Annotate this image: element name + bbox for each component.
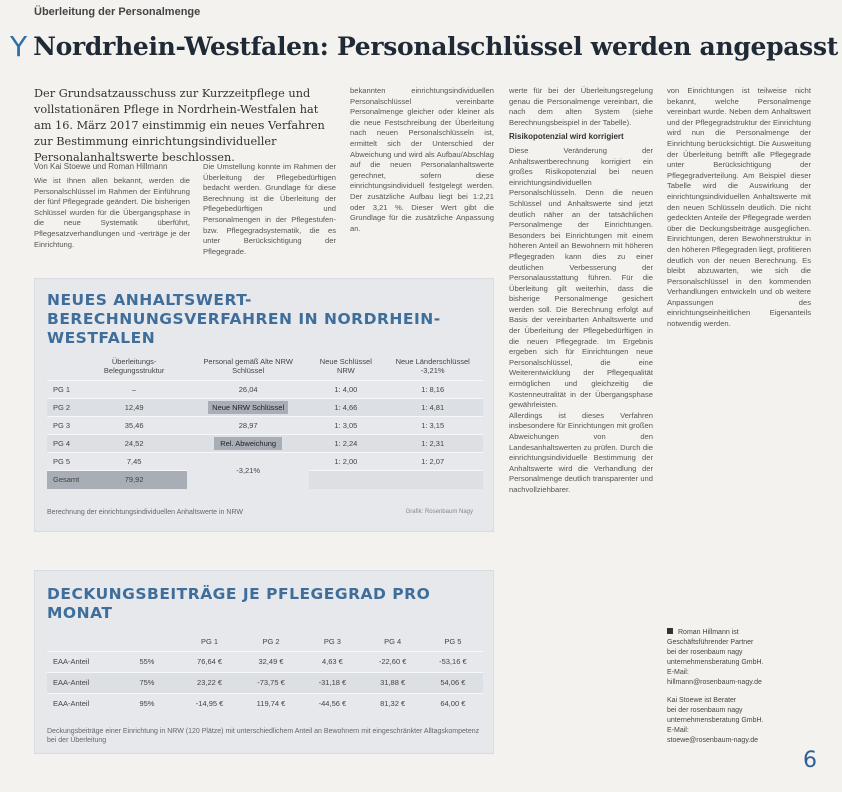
table-row: EAA-Anteil 75% 23,22 € -73,75 € -31,18 € 31,88 € 54,06 € [47,672,483,693]
body-column-1b: Die Umstellung konnte im Rahmen der Überleitung der Pflegebedürftigen bedacht werden. Grundlage für diese Berechnung ist die Überleitung der Pflegebedürftigen und Personalmengen in der Pflegestufen- bzw. Pflegegradsystematik, die es unter Berücksichtigung der Pflegegrade. [203,162,336,256]
table-box-deckungsbeitraege [34,570,494,754]
author-email[interactable]: hillmann@rosenbaum-nagy.de [667,679,762,686]
author-info-stoewe: Kai Stoewe ist Berater bei der rosenbaum nagy unternehmensberatung GmbH. E-Mail: stoewe@rosenbaum-nagy.de [667,696,817,746]
table2-header: PG 3 [323,637,341,647]
table1-title: NEUES ANHALTSWERT-BERECHNUNGSVERFAHREN IN NORDRHEIN-WESTFALEN [47,291,441,347]
body-column-4: von Einrichtungen ist teilweise nicht bekannt, welche Personalmenge vereinbart wurde. Neben dem Anhaltswert und der Pflegegradstruktur der Einrichtung wird nun die Personalmenge der Einrichtung berücksichtigt. Die Ausweitung der Überleitung betrifft alle Pflegegrade unter Berücksichtigung der Pflegegradverteilung. Am Beispiel dieser Tabelle wird die Auswirkung der einrichtungsindividuellen Anhaltswerte mit den neuen Schlüsseln deutlich. Die nicht gedeckten Anteile der Pflegegrade werden über die Deckungsbeiträge ausgeglichen. Einrichtungen, deren Bewohnerstruktur in den höheren Pflegegraden liegt, profitieren deutlich von der neuen Berechnung. Es bleibt abzuwarten, wie sich die Personalschlüssel in den kommenden Verhandlungen entwickeln und ob weitere Anpassungen des einrichtungseinheitlichen Eigenanteils notwendig werden. [667,86,811,329]
author-email[interactable]: stoewe@rosenbaum-nagy.de [667,737,759,744]
paragraph: Diese Veränderung der Anhaltswertberechnung korrigiert ein großes Risikopotenzial bei neuen einrichtungsindividuellen Personalschlüsseln. Denn die neuen Schlüssel und Anhaltswerte sind jetzt deutlich näher an der tatsächlichen Personalmenge der Einrichtungen. Besonders bei Einrichtungen mit einem höheren Anteil an Bewohnern mit höheren Pflegegraden kann dies zu einer deutlichen Verbesserung der Personalausstattung führen. Für die Überleitung gilt weiterhin, dass die bisherige Personalmenge gesichert werden soll. Die Berechnung erfolgt auf Basis der vereinbarten Anhaltswerte und der Überleitung der Pflegebedürftigen in die neuen Pflegegrade. Im Ergebnis ergeben sich für Einrichtungen neue Personalschlüssel, die eine Weiterentwicklung der Pflegequalität ermöglichen und gleichzeitig die Kostenneutralität in der Übergangsphase gewährleisten. [509,145,653,410]
body-column-1a: Wie ist Ihnen allen bekannt, werden die Personalschlüssel im Rahmen der Einführung der fünf Pflegegrade geändert. Die bisherigen Schlüssel wurden für die Übergangsphase in die neue Systematik überführt, Pflegesatzverhandlungen und -verträge je der Einrichtung. [34,176,190,249]
anhaltswert-table [47,355,483,489]
deckungsbeitraege-table [47,633,483,714]
table-row: PG 1 – 26,04 1: 4,00 1: 8,16 [47,381,483,399]
subheading: Risikopotenzial wird korrigiert [509,132,624,142]
table-row: PG 2 12,49 Neue NRW Schlüssel 1: 4,66 1: 4,81 [47,399,483,417]
table1-credit: Grafik: Rosenbaum Nagy [405,509,473,515]
highlight-label: Rel. Abweichung [214,437,282,450]
author-info-hillmann: Roman Hillmann ist Geschäftsführender Partner bei der rosenbaum nagy unternehmensberatung GmbH. E-Mail: hillmann@rosenbaum-nagy.de [667,628,817,688]
paragraph: Allerdings ist dieses Verfahren insbesondere für Einrichtungen mit großen Abweichungen von den Landesanhaltswerten zu prüfen. Durch die einrichtungsindividuelle Bestimmung der Anhaltswerte wird die Verhandlung der Personalmenge deutlich transparenter und nachvollziehbarer. [509,410,653,494]
table1-header: Überleitungs-Belegungsstruktur [103,357,165,375]
table2-title: DECKUNGSBEITRÄGE JE PFLEGEGRAD PRO MONAT [47,585,431,622]
table-box-anhaltswert [34,278,494,532]
table-row: EAA-Anteil 55% 76,64 € 32,49 € 4,63 € -22,60 € -53,16 € [47,651,483,672]
table2-header: PG 1 [201,637,219,647]
table1-caption: Berechnung der einrichtungsindividuellen Anhaltswerte in NRW [47,509,243,516]
kicker: Überleitung der Personalmenge [34,6,201,18]
lead-paragraph: Der Grundsatzausschuss zur Kurzzeitpflege und vollstationären Pflege in Nordrhein-Westfalen hat am 16. März 2017 einstimmig ein neues Verfahren zur Bestimmung einrichtungsindividueller Personalanhaltswerte beschlossen. [34,87,325,164]
table1-header: Neue Länderschlüssel -3,21% [395,357,470,375]
body-column-1c: bekannten einrichtungsindividuellen Personalschlüssel vereinbarte Personalmenge gleicher oder kleiner als die neue Festschreibung der Überleitung nach neuen Personalschlüsseln ist, ermittelt sich der Unterschied der Abweichung und wird als Aufbau/Abschlag auf die neuen Personalanhaltswerte gerechnet, sofern diese einrichtungsindividuell festgelegt werden. Der zusätzliche Aufbau liegt bei 1:2,21 oder 3,21 %. Dieser Wert gibt die Grundlage für die zusätzliche Anpassung an. [350,86,494,233]
headline-row [10,30,838,63]
table2-header: PG 4 [384,637,402,647]
byline: Von Kai Stoewe und Roman Hillmann [34,162,168,171]
paragraph: werte für bei der Überleitungsregelung genau die Personalmenge vereinbart, die nach dem alten System (siehe Berechnungsbeispiel in der Tabelle). [509,86,653,127]
table-row-gesamt: Gesamt 79,92 [47,471,483,489]
table-row: PG 5 7,45 -3,21% 1: 2,00 1: 2,07 [47,453,483,471]
table2-header: PG 2 [262,637,280,647]
y-logo-icon: Y [10,30,28,63]
table2-header: PG 5 [444,637,462,647]
table1-header [47,355,81,381]
page-title: Nordrhein-Westfalen: Personalschlüssel werden angepasst [33,32,838,61]
table-row: PG 3 35,46 28,97 1: 3,05 1: 3,15 [47,417,483,435]
table1-header: Neue Schlüssel NRW [319,357,372,375]
highlight-label: Neue NRW Schlüssel [208,401,288,414]
table-row: PG 4 24,52 Rel. Abweichung 1: 2,24 1: 2,31 [47,435,483,453]
table1-header: Personal gemäß Alte NRW Schlüssel [203,357,293,375]
table2-caption: Deckungsbeiträge einer Einrichtung in NRW (120 Plätze) mit unterschiedlichem Anteil an Bewohnern mit eingeschränkter Alltagskompetenz bei der Überleitung [47,728,480,744]
table-row: EAA-Anteil 95% -14,95 € 119,74 € -44,56 € 81,32 € 64,00 € [47,693,483,714]
body-column-3 [509,86,653,754]
page-number: 6 [803,748,817,773]
bullet-square-icon [667,628,673,634]
